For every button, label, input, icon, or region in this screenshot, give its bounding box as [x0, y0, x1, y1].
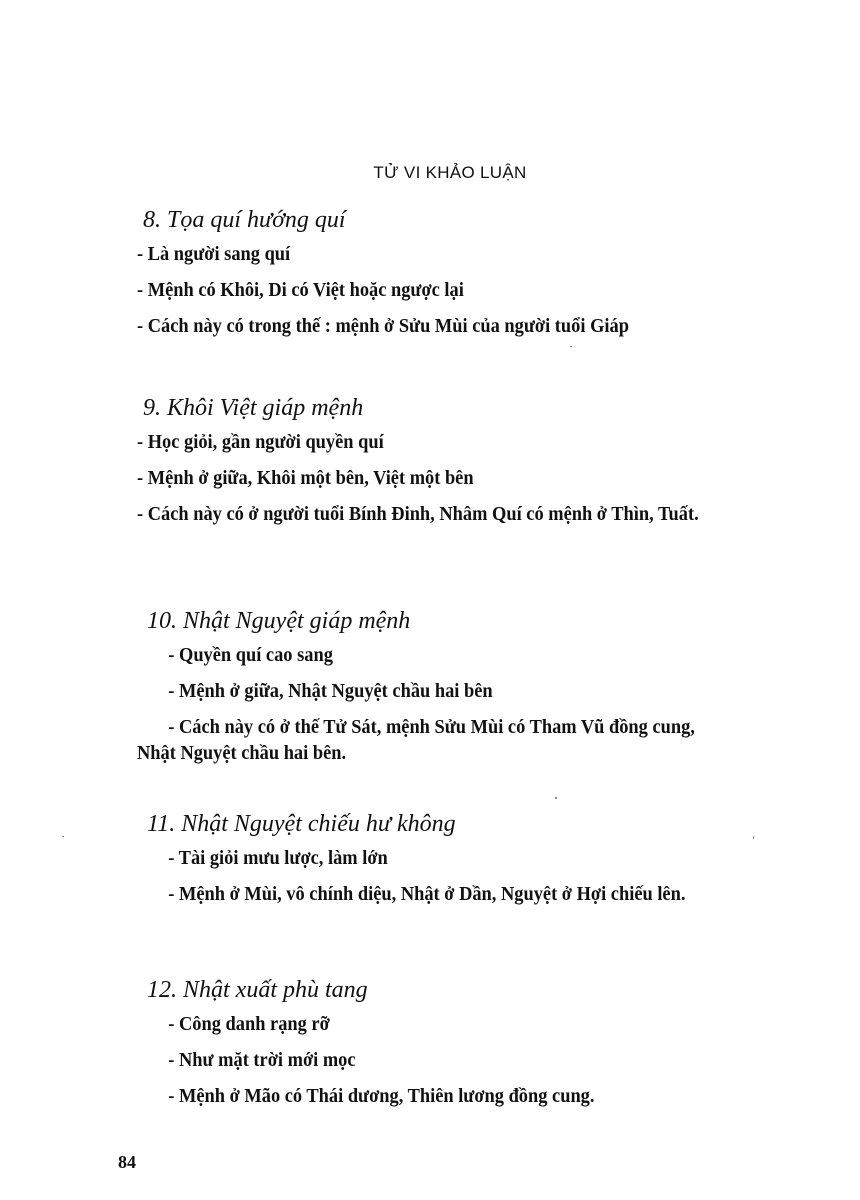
list-item: - Tài giỏi mưu lược, làm lớn: [168, 847, 388, 869]
list-item: - Như mặt trời mới mọc: [168, 1049, 356, 1071]
scan-speck: [753, 836, 754, 839]
list-item: - Mệnh có Khôi, Di có Việt hoặc ngược lại: [137, 279, 464, 301]
section-heading: 9. Khôi Việt giáp mệnh: [143, 395, 364, 421]
scan-speck: [570, 346, 572, 347]
page-number: 84: [118, 1152, 136, 1172]
section-heading: 8. Tọa quí hướng quí: [143, 207, 346, 233]
section-8: [137, 205, 767, 349]
list-item: - Mệnh ở giữa, Khôi một bên, Việt một bên: [137, 467, 474, 489]
list-item: - Công danh rạng rỡ: [168, 1013, 330, 1035]
section-heading: 12. Nhật xuất phù tang: [147, 977, 368, 1003]
list-item: - Cách này có ở thế Tử Sát, mệnh Sửu Mùi có Tham Vũ đồng cung, Nhật Nguyệt chầu hai bên.: [137, 716, 695, 764]
list-item: - Mệnh ở Mùi, vô chính diệu, Nhật ở Dần, Nguyệt ở Hợi chiếu lên.: [168, 883, 686, 905]
list-item: - Học giỏi, gần người quyền quí: [137, 431, 384, 453]
section-12: [137, 975, 767, 1119]
list-item: - Mệnh ở giữa, Nhật Nguyệt chầu hai bên: [168, 680, 493, 702]
section-11: [137, 809, 767, 917]
running-head: TỬ VI KHẢO LUẬN: [373, 163, 527, 182]
section-heading: 11. Nhật Nguyệt chiếu hư không: [147, 811, 456, 837]
list-item: - Cách này có trong thế : mệnh ở Sửu Mùi của người tuổi Giáp: [137, 315, 629, 337]
scan-speck: [62, 836, 64, 837]
section-9: [137, 393, 767, 537]
list-item: - Cách này có ở người tuổi Bính Đinh, Nhâm Quí có mệnh ở Thìn, Tuất.: [137, 503, 699, 525]
list-item: - Mệnh ở Mão có Thái dương, Thiên lương đồng cung.: [168, 1085, 595, 1107]
list-item: - Quyền quí cao sang: [168, 644, 333, 666]
section-10: [137, 606, 767, 776]
scan-speck: [555, 797, 557, 799]
section-heading: 10. Nhật Nguyệt giáp mệnh: [147, 608, 411, 634]
list-item: - Là người sang quí: [137, 243, 291, 265]
